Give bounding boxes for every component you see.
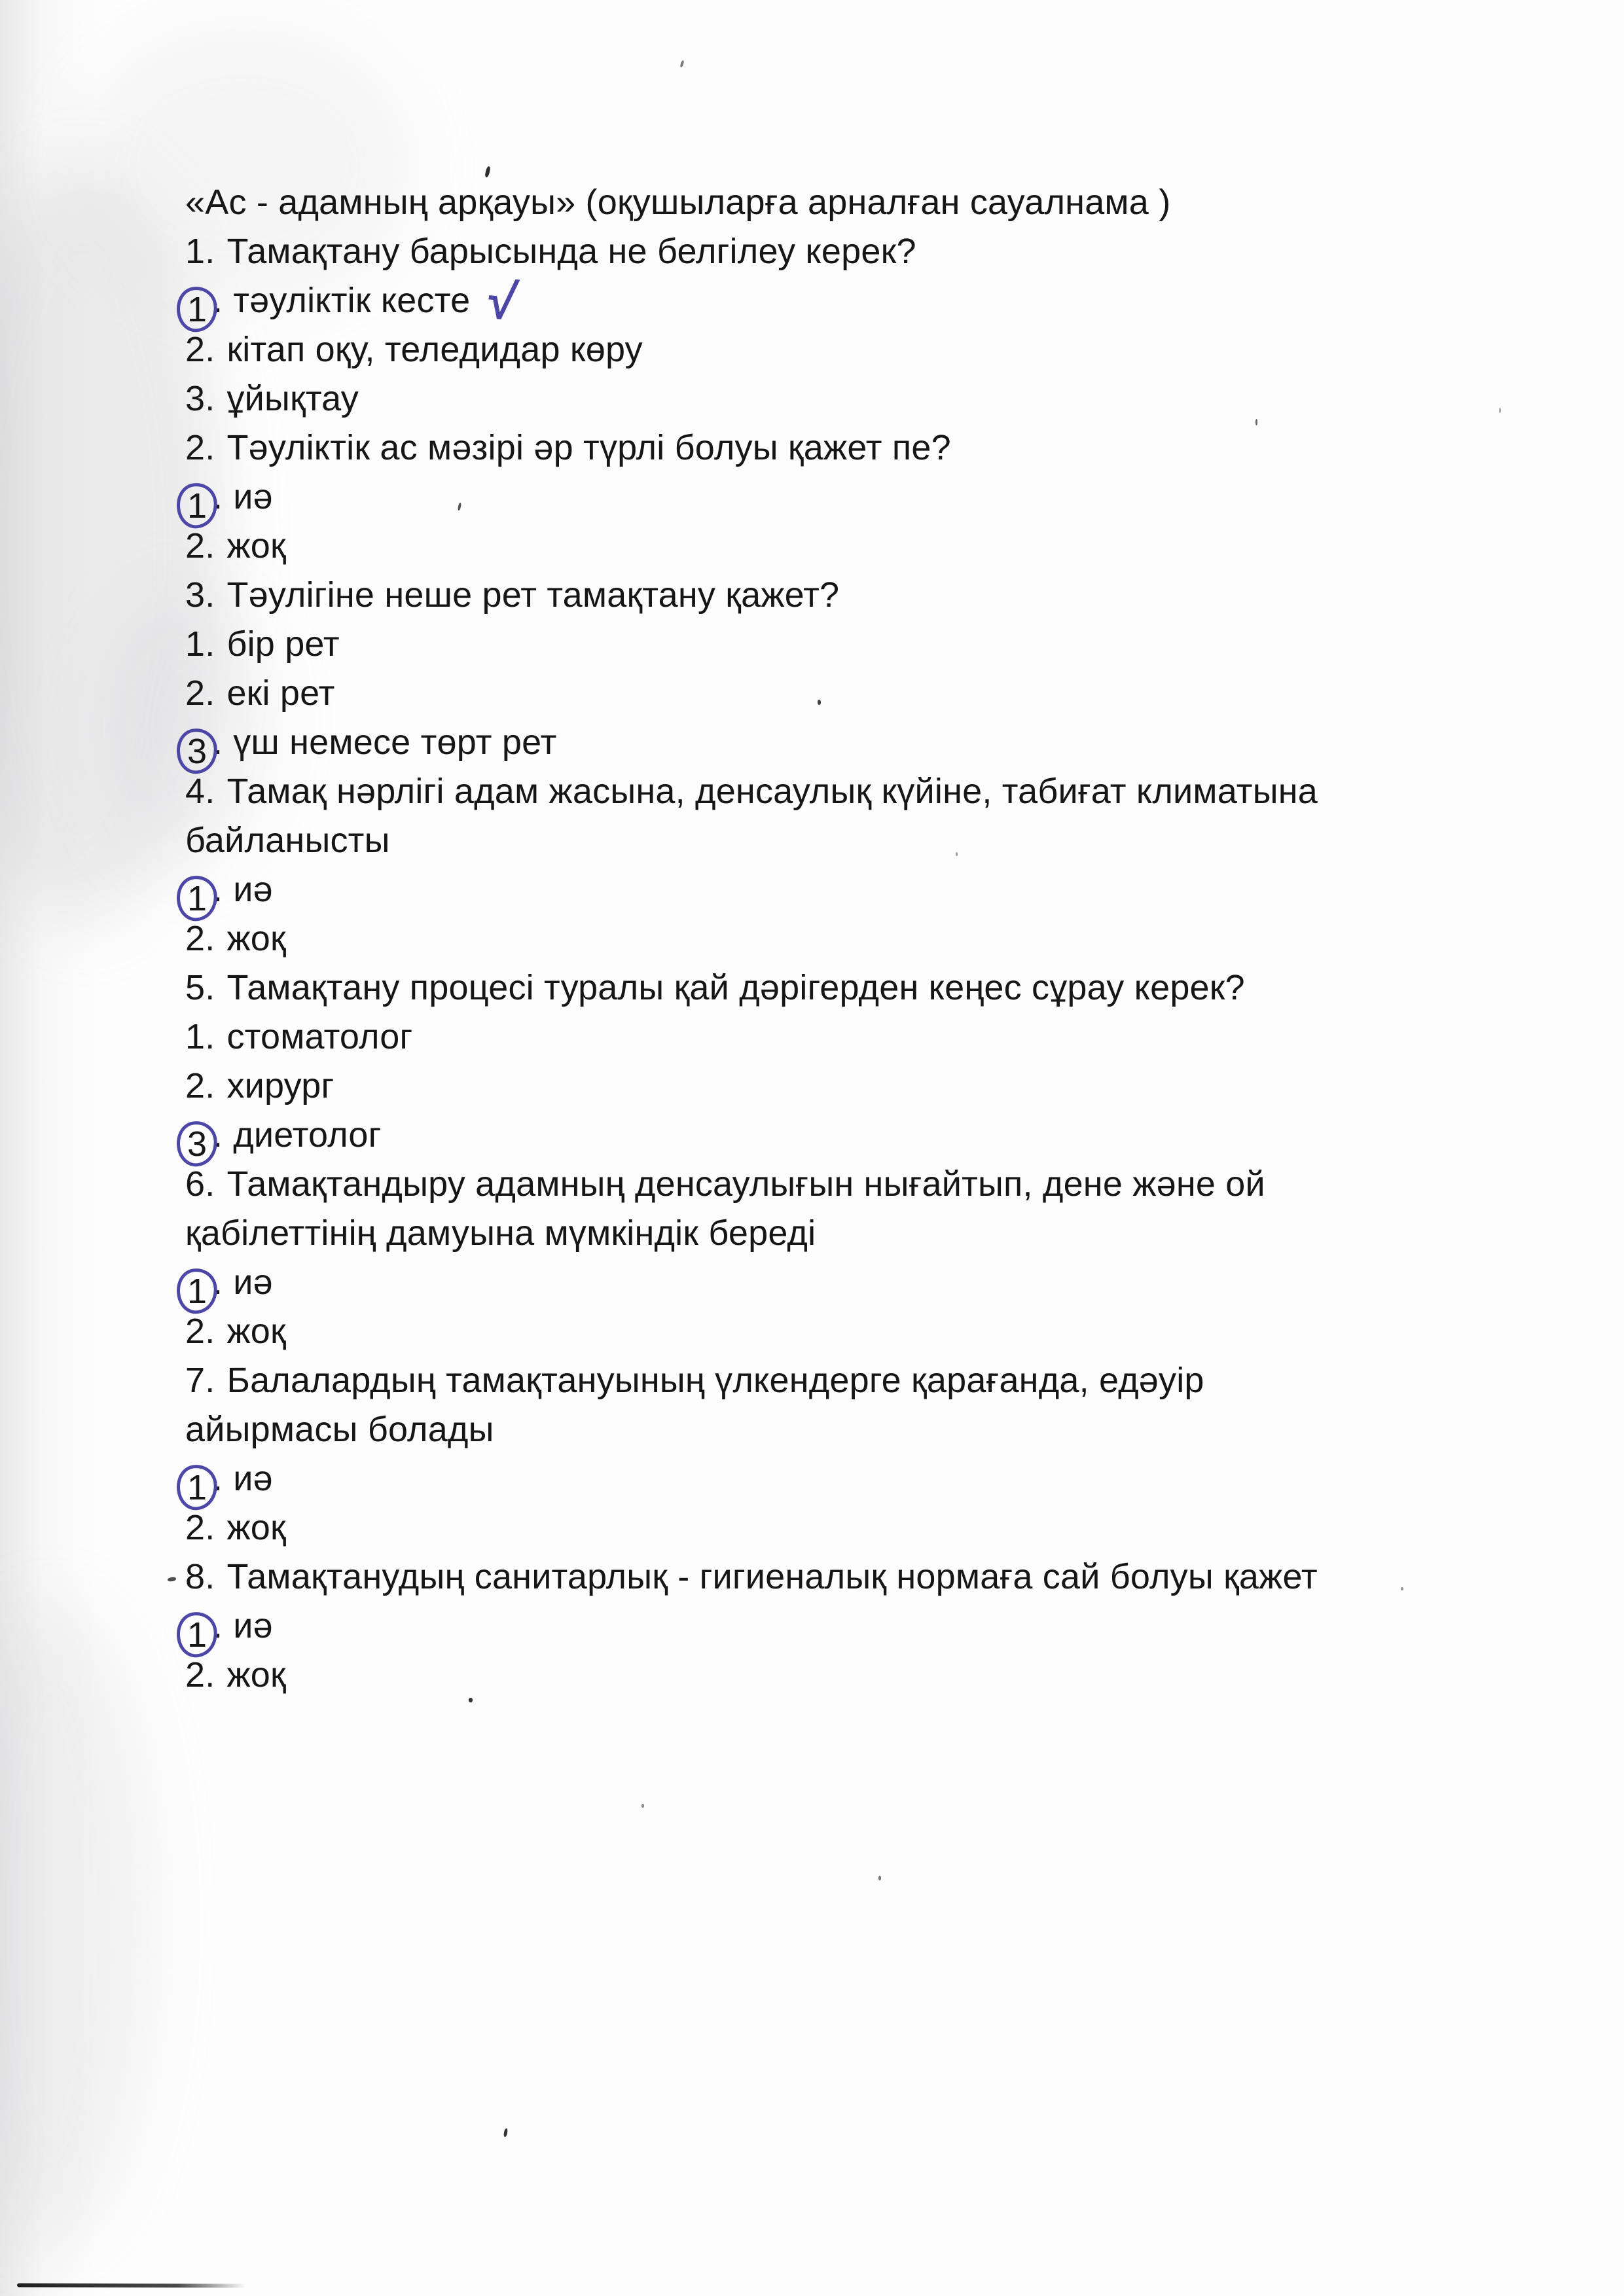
question-2-option-2 xyxy=(185,522,1527,571)
question-number: 7. xyxy=(185,1361,215,1400)
option-number: 2. xyxy=(185,330,215,369)
question-4 xyxy=(185,767,1527,816)
option-number-dot: . xyxy=(213,1606,223,1645)
scan-speck xyxy=(641,1804,644,1808)
option-number: 2. xyxy=(185,673,215,713)
option-text: хирург xyxy=(226,1066,334,1105)
option-text: жоқ xyxy=(226,919,286,958)
scan-speck xyxy=(503,2128,508,2138)
question-number: 2. xyxy=(185,428,215,467)
option-number-dot: . xyxy=(213,1459,223,1498)
scan-mottle xyxy=(0,1604,151,2245)
question-3 xyxy=(185,571,1527,620)
option-number: 1 xyxy=(187,486,208,526)
option-number: 1 xyxy=(187,1467,208,1507)
question-text-continued: қабілеттінің дамуына мүмкіндік береді xyxy=(185,1213,816,1253)
scan-speck xyxy=(484,166,491,178)
document-lines xyxy=(185,178,1527,1700)
scan-speck xyxy=(679,60,684,68)
question-number: 3. xyxy=(185,575,215,615)
question-text-continued: айырмасы болады xyxy=(185,1410,494,1449)
option-number: 2. xyxy=(185,1066,215,1105)
question-text: Тамақтану процесі туралы қай дәрігерден кеңес сұрау керек? xyxy=(226,968,1245,1007)
question-7 xyxy=(185,1356,1527,1405)
scan-speck xyxy=(1255,419,1257,425)
question-6-option-2 xyxy=(185,1307,1527,1356)
question-text-continued: байланысты xyxy=(185,821,390,860)
option-number-dot: . xyxy=(213,1115,223,1155)
question-4-option-2 xyxy=(185,914,1527,963)
question-5-option-3 xyxy=(185,1111,1527,1164)
question-number: 1. xyxy=(185,232,215,271)
scan-speck xyxy=(1401,1587,1403,1590)
option-text: стоматолог xyxy=(226,1017,413,1056)
option-text: диетолог xyxy=(233,1115,382,1155)
question-1-option-3 xyxy=(185,374,1527,423)
question-text: Тамақтандыру адамның денсаулығын нығайтып, дене және ой xyxy=(226,1164,1265,1204)
question-2-option-1 xyxy=(185,473,1527,526)
option-text: иә xyxy=(233,477,273,516)
question-text: Тамақ нәрлігі адам жасына, денсаулық күйіне, табиғат климатына xyxy=(226,772,1318,811)
question-4-continuation xyxy=(185,816,1527,865)
option-text: жоқ xyxy=(226,1655,286,1695)
option-text: екі рет xyxy=(226,673,335,713)
question-2 xyxy=(185,423,1527,473)
question-text: Тамақтанудың санитарлық - гигиеналық нормаға сай болуы қажет xyxy=(226,1557,1318,1596)
option-number: 2. xyxy=(185,1508,215,1547)
option-number: 1 xyxy=(187,878,208,918)
option-number-dot: . xyxy=(213,281,223,320)
option-text: ұйықтау xyxy=(226,379,359,418)
option-number: 1 xyxy=(187,1615,208,1655)
question-6 xyxy=(185,1160,1527,1209)
option-number: 1. xyxy=(185,624,215,664)
question-3-option-1 xyxy=(185,620,1527,669)
question-8 xyxy=(185,1552,1527,1602)
option-number: 3 xyxy=(187,731,208,771)
question-number: 4. xyxy=(185,772,215,811)
question-1 xyxy=(185,227,1527,276)
question-8-option-2 xyxy=(185,1651,1527,1700)
option-text: тәуліктік кесте xyxy=(233,281,471,320)
option-text: жоқ xyxy=(226,526,286,565)
survey-title xyxy=(185,178,1527,227)
scan-speck xyxy=(878,1876,881,1880)
scan-speck xyxy=(956,852,958,856)
option-number: 2. xyxy=(185,526,215,565)
question-5-option-1 xyxy=(185,1013,1527,1062)
question-text: Тәулігіне неше рет тамақтану қажет? xyxy=(226,575,840,615)
question-4-option-1 xyxy=(185,865,1527,918)
option-text: иә xyxy=(233,1263,273,1302)
option-text: бір рет xyxy=(226,624,340,664)
question-3-option-3 xyxy=(185,718,1527,771)
option-text: үш немесе төрт рет xyxy=(233,723,557,762)
option-number: 2. xyxy=(185,1655,215,1695)
question-5 xyxy=(185,963,1527,1013)
scan-speck xyxy=(818,700,821,705)
question-7-continuation xyxy=(185,1405,1527,1454)
scan-speck xyxy=(1499,408,1501,413)
checkmark-ink: √ xyxy=(484,271,522,331)
option-number-dot: . xyxy=(213,477,223,516)
question-number: 8. xyxy=(185,1557,215,1596)
question-7-option-2 xyxy=(185,1503,1527,1552)
question-8-option-1 xyxy=(185,1602,1527,1655)
option-number: 1. xyxy=(185,1017,215,1056)
question-text: Тамақтану барысында не белгілеу керек? xyxy=(226,232,916,271)
question-text: Балалардың тамақтануының үлкендерге қарағанда, едәуір xyxy=(226,1361,1204,1400)
option-text: жоқ xyxy=(226,1508,286,1547)
question-6-continuation xyxy=(185,1209,1527,1258)
option-number: 3 xyxy=(187,1124,208,1164)
option-text: иә xyxy=(233,1459,273,1498)
question-1-option-2 xyxy=(185,325,1527,374)
question-number: 5. xyxy=(185,968,215,1007)
question-number: 6. xyxy=(185,1164,215,1204)
option-number: 3. xyxy=(185,379,215,418)
option-number-dot: . xyxy=(213,723,223,762)
option-number-dot: . xyxy=(213,1263,223,1302)
option-number: 1 xyxy=(187,1271,208,1311)
option-text: жоқ xyxy=(226,1312,286,1351)
question-7-option-1 xyxy=(185,1454,1527,1507)
option-number: 2. xyxy=(185,919,215,958)
option-number: 1 xyxy=(187,289,208,329)
question-1-option-1 xyxy=(185,271,1527,331)
question-6-option-1 xyxy=(185,1258,1527,1311)
scan-speck xyxy=(469,1698,473,1702)
option-text: иә xyxy=(233,870,273,909)
option-text: иә xyxy=(233,1606,273,1645)
survey-title-text: «Ас - адамның арқауы» (оқушыларға арналған сауалнама ) xyxy=(185,183,1171,222)
option-number: 2. xyxy=(185,1312,215,1351)
scan-speck xyxy=(168,1577,177,1582)
question-3-option-2 xyxy=(185,669,1527,718)
option-text: кітап оқу, теледидар көру xyxy=(226,330,643,369)
option-number-dot: . xyxy=(213,870,223,909)
question-text: Тәуліктік ас мәзірі әр түрлі болуы қажет пе? xyxy=(226,428,951,467)
question-5-option-2 xyxy=(185,1062,1527,1111)
scan-edge-line xyxy=(17,2284,246,2288)
